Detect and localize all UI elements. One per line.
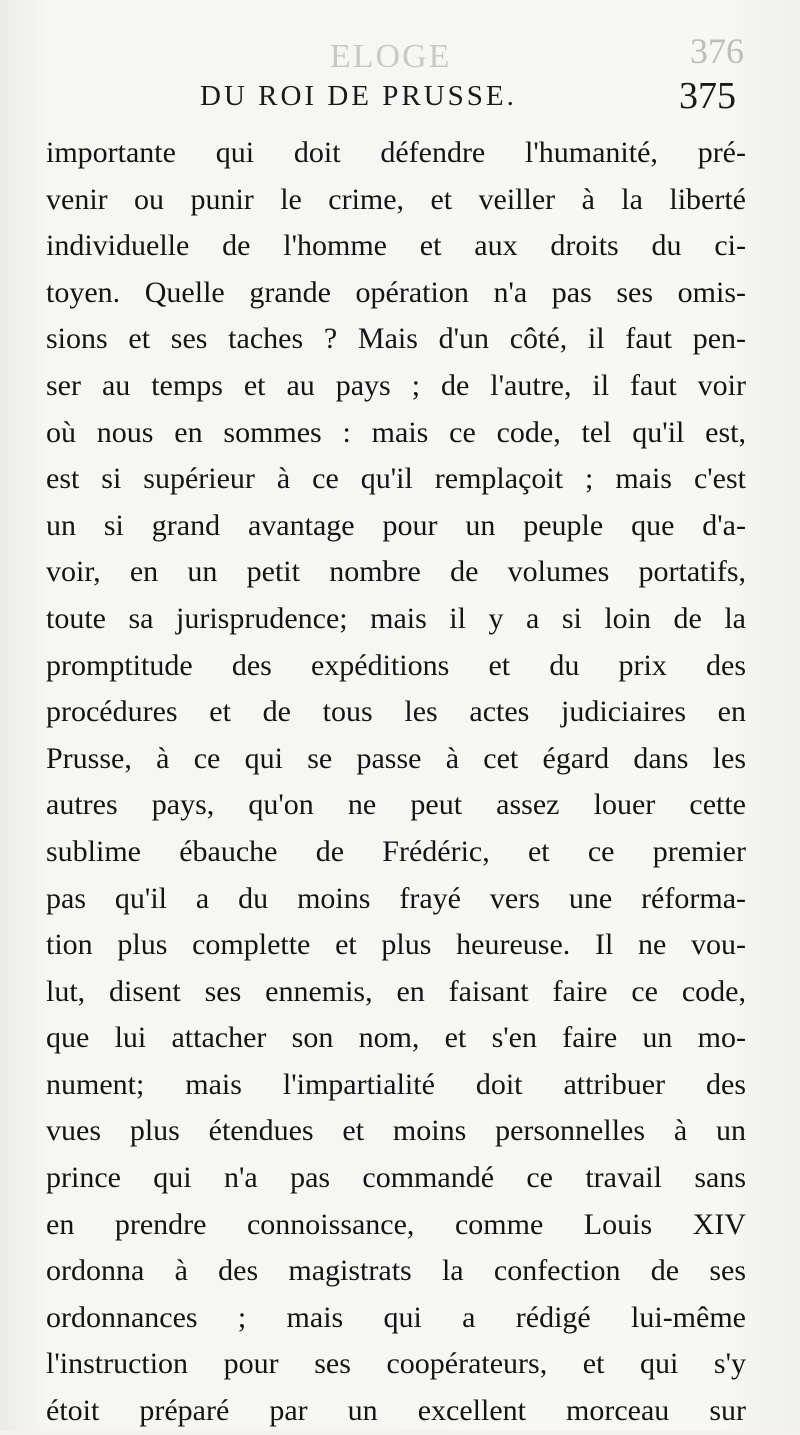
text-line: individuelle de l'homme et aux droits du ci- xyxy=(46,229,746,263)
text-line: ser au temps et au pays ; de l'autre, il faut voir xyxy=(46,368,746,402)
page-number: 375 xyxy=(679,75,736,117)
bleed-through-title: ELOGE xyxy=(330,38,452,75)
text-line: voir, en un petit nombre de volumes portatifs, xyxy=(46,555,746,589)
text-line: autres pays, qu'on ne peut assez louer cette xyxy=(46,788,746,822)
bleed-through-page-number: 376 xyxy=(690,31,744,71)
text-line: Prusse, à ce qui se passe à cet égard dans les xyxy=(46,741,746,775)
text-line: étoit préparé par un excellent morceau sur xyxy=(46,1394,746,1428)
text-line: procédures et de tous les actes judiciaires en xyxy=(46,695,746,729)
text-line: sions et ses taches ? Mais d'un côté, il faut pen- xyxy=(46,322,746,356)
text-line: promptitude des expéditions et du prix des xyxy=(46,648,746,682)
text-line: vues plus étendues et moins personnelles à un xyxy=(46,1114,746,1148)
text-line: venir ou punir le crime, et veiller à la liberté xyxy=(46,182,746,216)
text-line: importante qui doit défendre l'humanité, pré- xyxy=(46,136,746,169)
text-line: toyen. Quelle grande opération n'a pas ses omis- xyxy=(46,275,746,309)
text-line: l'instruction pour ses coopérateurs, et qui s'y xyxy=(46,1347,746,1381)
page-header xyxy=(200,75,750,124)
text-line: un si grand avantage pour un peuple que d'a- xyxy=(46,508,746,542)
text-line: toute sa jurisprudence; mais il y a si loin de la xyxy=(46,601,746,635)
text-line: où nous en sommes : mais ce code, tel qu'il est, xyxy=(46,415,746,449)
text-line: est si supérieur à ce qu'il remplaçoit ; mais c'est xyxy=(46,462,746,496)
text-line: lut, disent ses ennemis, en faisant faire ce code, xyxy=(46,974,746,1008)
text-line: sublime ébauche de Frédéric, et ce premier xyxy=(46,834,746,868)
running-title: DU ROI DE PRUSSE. xyxy=(200,80,517,112)
text-line: nument; mais l'impartialité doit attribuer des xyxy=(46,1067,746,1101)
text-line: prince qui n'a pas commandé ce travail sans xyxy=(46,1161,746,1195)
text-line: que lui attacher son nom, et s'en faire un mo- xyxy=(46,1021,746,1055)
text-line: en prendre connoissance, comme Louis XIV xyxy=(46,1207,746,1241)
text-line: ordonnances ; mais qui a rédigé lui-même xyxy=(46,1300,746,1334)
text-line: ordonna à des magistrats la confection de ses xyxy=(46,1254,746,1288)
body-text xyxy=(46,130,746,1435)
text-line: tion plus complette et plus heureuse. Il ne vou- xyxy=(46,928,746,962)
text-line: pas qu'il a du moins frayé vers une réforma- xyxy=(46,881,746,915)
